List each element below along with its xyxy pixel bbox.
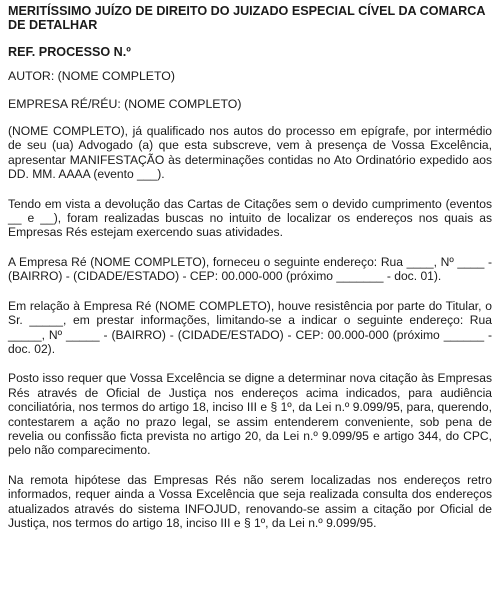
paragraph-first-address: A Empresa Ré (NOME COMPLETO), forneceu o seguinte endereço: Rua ____, Nº ____ - (BAIRRO) - (CIDADE/ESTADO) - CEP: 00.000-000 (próximo _______ - doc. 01). (8, 254, 492, 284)
defendant-line: EMPRESA RÉ/RÉU: (NOME COMPLETO) (8, 96, 242, 111)
author-line: AUTOR: (NOME COMPLETO) (8, 69, 175, 84)
case-reference: REF. PROCESSO N.º (8, 44, 131, 59)
paragraph-infojud: Na remota hipótese das Empresas Rés não serem localizadas nos endereços retro informados, requer ainda a Vossa Excelência que seja realizada consulta dos endereços atualizados através do sistema INFOJUD, renovando-se assim a citação por Oficial de Justiça, nos termos do artigo 18, inciso III e § 1º, da Lei n.º 9.099/95. (8, 472, 492, 530)
paragraph-request: Posto isso requer que Vossa Excelência se digne a determinar nova citação às Empresas Rés através de Oficial de Justiça nos endereços acima indicados, para audiência conciliatória, nos termos do artigo 18, inciso III e § 1º, da Lei n.º 9.099/95, para, querendo, contestarem a ação no prazo legal, se assim entenderem conveniente, sob pena de revelia ou confissão ficta prevista no artigo 20, da Lei n.º 9.099/95 e artigo 344, do CPC, pelo não comparecimento. (8, 371, 492, 458)
paragraph-second-address: Em relação à Empresa Ré (NOME COMPLETO), houve resistência por parte do Titular, o Sr. _____, em prestar informações, limitando-se a indicar o seguinte endereço: Rua _____, Nº _____ - (BAIRRO) - (CIDADE/ESTADO) - CEP: 00.000-000 (próximo ______ - doc. 02). (8, 298, 492, 356)
court-heading: MERITÍSSIMO JUÍZO DE DIREITO DO JUIZADO ESPECIAL CÍVEL DA COMARCA DE DETALHAR (8, 4, 485, 33)
paragraph-qualification: (NOME COMPLETO), já qualificado nos autos do processo em epígrafe, por intermédio de seu (ua) Advogado (a) que esta subscreve, vem à presença de Vossa Excelência, apresentar MANIFESTAÇÃO às determinações contidas no Ato Ordinatório expedido aos DD. MM. AAAA (evento ___). (8, 124, 492, 182)
paragraph-returned-summons: Tendo em vista a devolução das Cartas de Citações sem o devido cumprimento (eventos __ e __), foram realizadas buscas no intuito de localizar os endereços nos quais as Empresas Rés estejam exercendo suas atividades. (8, 196, 492, 240)
